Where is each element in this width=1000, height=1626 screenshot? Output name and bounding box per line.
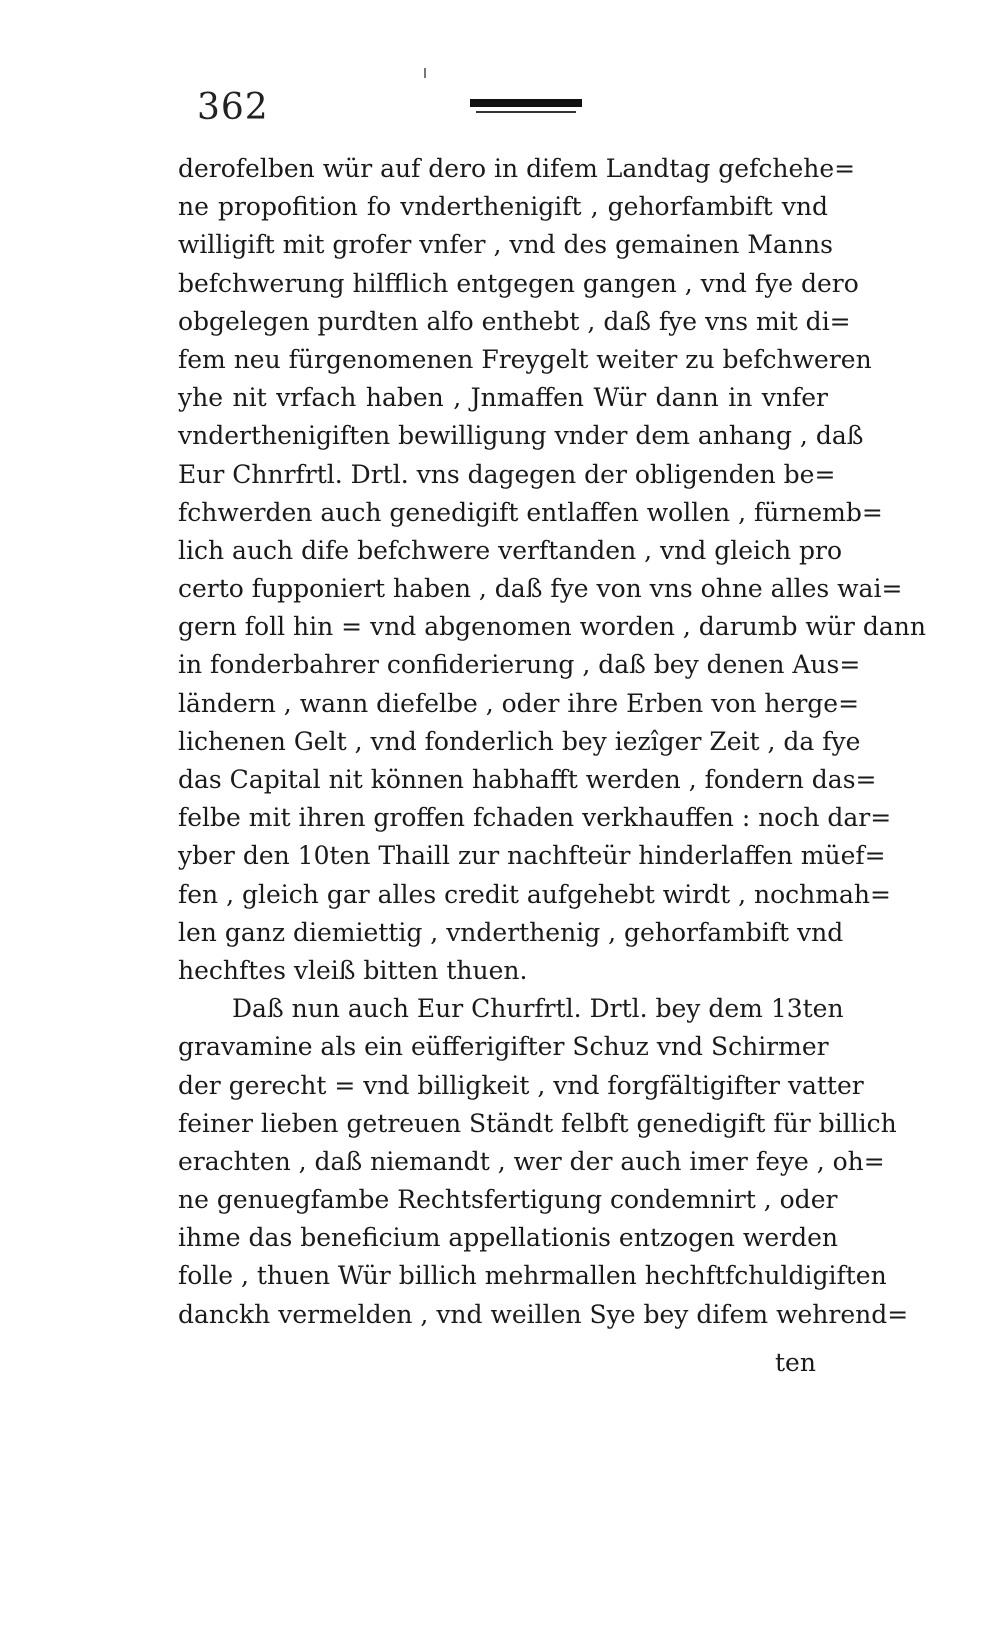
text-line: das Capital nit können habhafft werden , fondern das= xyxy=(178,765,877,794)
text-line: der gerecht = vnd billigkeit , vnd forgfältigifter vatter xyxy=(178,1070,864,1100)
text-line: Eur Chnrfrtl. Drtl. vns dagegen der obligenden be= xyxy=(178,459,836,489)
text-line: in fonderbahrer confiderierung , daß bey denen Aus= xyxy=(178,650,861,680)
text-line: fchwerden auch genedigift entlaffen wollen , fürnemb= xyxy=(178,497,883,527)
text-line: yhe nit vrfach haben , Jnmaffen Wür dann in vnfer xyxy=(178,383,828,413)
text-line: obgelegen purdten alfo enthebt , daß fye vns mit di= xyxy=(178,306,851,336)
catchword: ten xyxy=(775,1348,816,1377)
paragraph-1 xyxy=(178,150,926,990)
text-line: fen , gleich gar alles credit aufgehebt wirdt , nochmah= xyxy=(178,879,891,909)
page-tick-mark xyxy=(424,68,426,78)
text-line: ihme das beneficium appellationis entzogen werden xyxy=(178,1223,838,1253)
paragraph-2 xyxy=(178,990,909,1334)
text-line: ländern , wann diefelbe , oder ihre Erben von herge= xyxy=(178,688,860,718)
text-line: gravamine als ein eüfferigifter Schuz vnd Schirmer xyxy=(178,1032,829,1062)
text-line: derofelben wür auf dero in difem Landtag gefchehe= xyxy=(178,154,856,183)
text-line: willigift mit grofer vnfer , vnd des gemainen Manns xyxy=(178,230,833,260)
text-line: lichenen Gelt , vnd fonderlich bey iezîger Zeit , da fye xyxy=(178,726,861,756)
text-line: ne propofition fo vnderthenigift , gehorfambift vnd xyxy=(178,192,828,222)
body-text xyxy=(178,150,926,1334)
page-number: 362 xyxy=(197,87,269,128)
text-line: certo fupponiert haben , daß fye von vns ohne alles wai= xyxy=(178,574,903,604)
text-line: gern foll hin = vnd abgenomen worden , darumb wür dann xyxy=(178,612,926,642)
text-line: vnderthenigiften bewilligung vnder dem anhang , daß xyxy=(178,421,864,451)
text-line: felbe mit ihren groffen fchaden verkhauffen : noch dar= xyxy=(178,803,892,833)
text-line: danckh vermelden , vnd weillen Sye bey difem wehrend= xyxy=(178,1299,909,1329)
text-line: yber den 10ten Thaill zur nachfteür hinderlaffen müef= xyxy=(178,841,886,871)
text-line: erachten , daß niemandt , wer der auch imer feye , oh= xyxy=(178,1146,885,1176)
text-line: befchwerung hilfflich entgegen gangen , vnd fye dero xyxy=(178,268,859,298)
text-line: folle , thuen Wür billich mehrmallen hechftfchuldigiften xyxy=(178,1261,887,1291)
header-ornament-rule xyxy=(470,99,582,119)
text-line: len ganz diemiettig , vnderthenig , gehorfambift vnd xyxy=(178,917,844,947)
text-line: hechftes vleiß bitten thuen. xyxy=(178,955,528,985)
ornament-thick-bar xyxy=(470,99,582,107)
text-line: ne genuegfambe Rechtsfertigung condemnirt , oder xyxy=(178,1185,838,1215)
text-line: feiner lieben getreuen Ständt felbft genedigift für billich xyxy=(178,1108,897,1138)
ornament-thin-bar xyxy=(476,111,576,113)
text-line: Daß nun auch Eur Churfrtl. Drtl. bey dem 13ten xyxy=(232,994,844,1024)
text-line: fem neu fürgenomenen Freygelt weiter zu befchweren xyxy=(178,344,872,374)
text-line: lich auch dife befchwere verftanden , vnd gleich pro xyxy=(178,535,843,565)
